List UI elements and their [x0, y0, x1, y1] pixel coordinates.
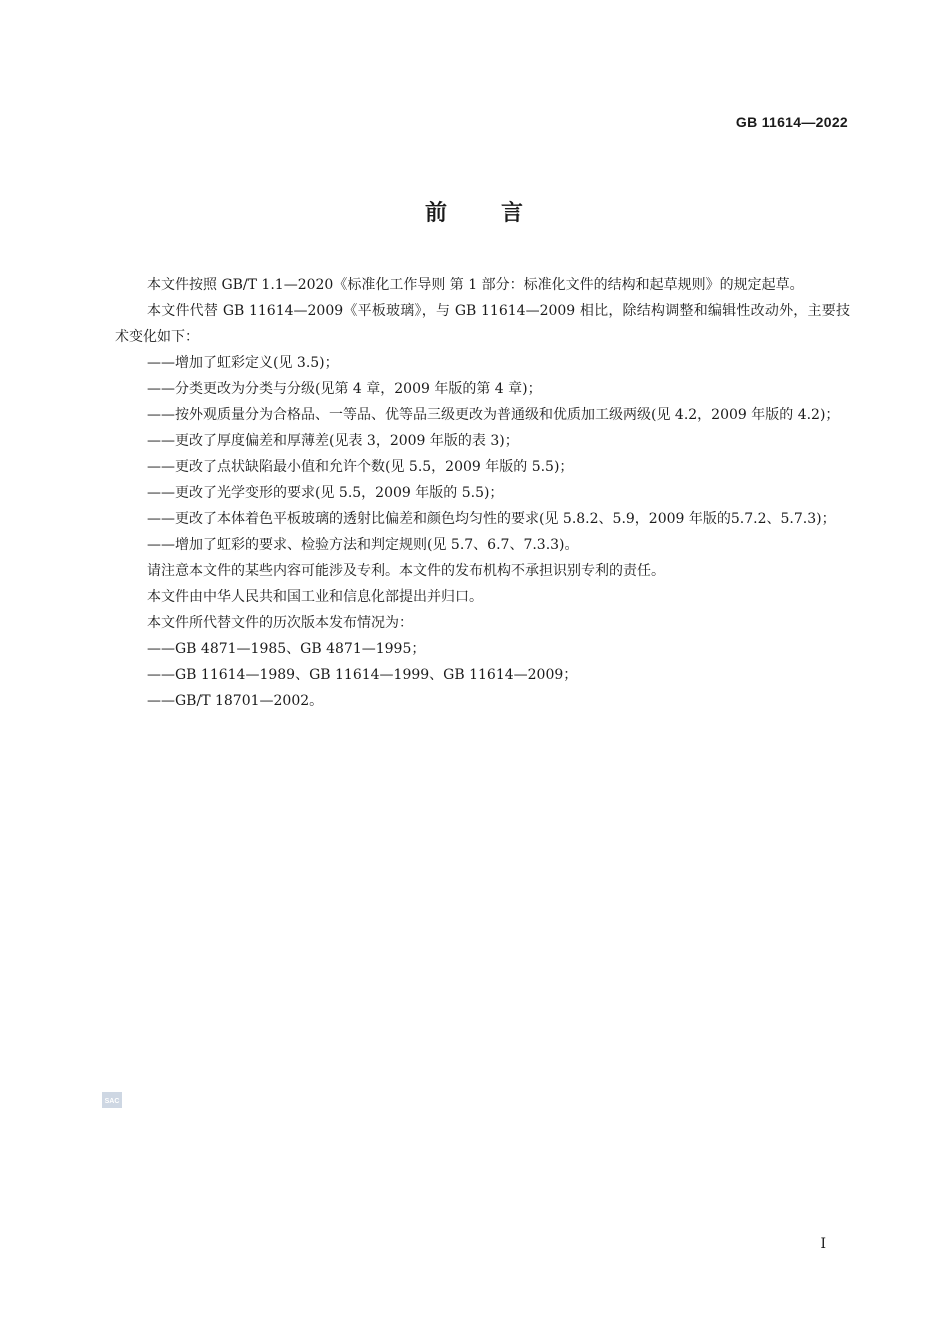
change-item: ——增加了虹彩的要求、检验方法和判定规则(见 5.7、6.7、7.3.3)。 — [147, 537, 579, 553]
title-char-2: 言 — [501, 201, 526, 226]
foreword-body — [115, 272, 850, 714]
proposer-note: 本文件由中华人民共和国工业和信息化部提出并归口。 — [147, 589, 483, 605]
change-item: ——按外观质量分为合格品、一等品、优等品三级更改为普通级和优质加工级两级(见 4.2，2009 年版的 4.2)； — [147, 407, 840, 423]
change-item: ——更改了点状缺陷最小值和允许个数(见 5.5，2009 年版的 5.5)； — [147, 459, 574, 475]
change-item: ——更改了厚度偏差和厚薄差(见表 3，2009 年版的表 3)； — [147, 433, 519, 449]
sac-logo-icon — [99, 1089, 125, 1111]
change-item: ——分类更改为分类与分级(见第 4 章，2009 年版的第 4 章)； — [147, 381, 542, 397]
page-title — [0, 196, 950, 227]
history-item: ——GB 4871—1985、GB 4871—1995； — [147, 641, 426, 657]
change-item: ——更改了本体着色平板玻璃的透射比偏差和颜色均匀性的要求(见 5.8.2、5.9，2009 年版的5.7.2、5.7.3)； — [147, 511, 836, 527]
change-item: ——更改了光学变形的要求(见 5.5，2009 年版的 5.5)； — [147, 485, 504, 501]
standard-number — [736, 114, 848, 130]
page-number: I — [820, 1236, 826, 1252]
svg-text:SAC: SAC — [104, 1098, 120, 1105]
drafting-rule-paragraph: 本文件按照 GB/T 1.1—2020《标准化工作导则 第 1 部分：标准化文件的结构和起草规则》的规定起草。 — [147, 277, 804, 293]
patent-note: 请注意本文件的某些内容可能涉及专利。本文件的发布机构不承担识别专利的责任。 — [147, 563, 665, 579]
history-intro: 本文件所代替文件的历次版本发布情况为： — [147, 615, 413, 631]
history-item: ——GB 11614—1989、GB 11614—1999、GB 11614—2009； — [147, 667, 578, 683]
history-item: ——GB/T 18701—2002。 — [147, 693, 324, 709]
replacement-paragraph: 本文件代替 GB 11614—2009《平板玻璃》，与 GB 11614—2009 相比，除结构调整和编辑性改动外，主要技术变化如下： — [115, 303, 850, 345]
title-char-1: 前 — [424, 201, 449, 226]
standard-code: 11614—2022 — [761, 114, 848, 130]
change-item: ——增加了虹彩定义(见 3.5)； — [147, 355, 339, 371]
standard-prefix: GB — [735, 114, 758, 130]
